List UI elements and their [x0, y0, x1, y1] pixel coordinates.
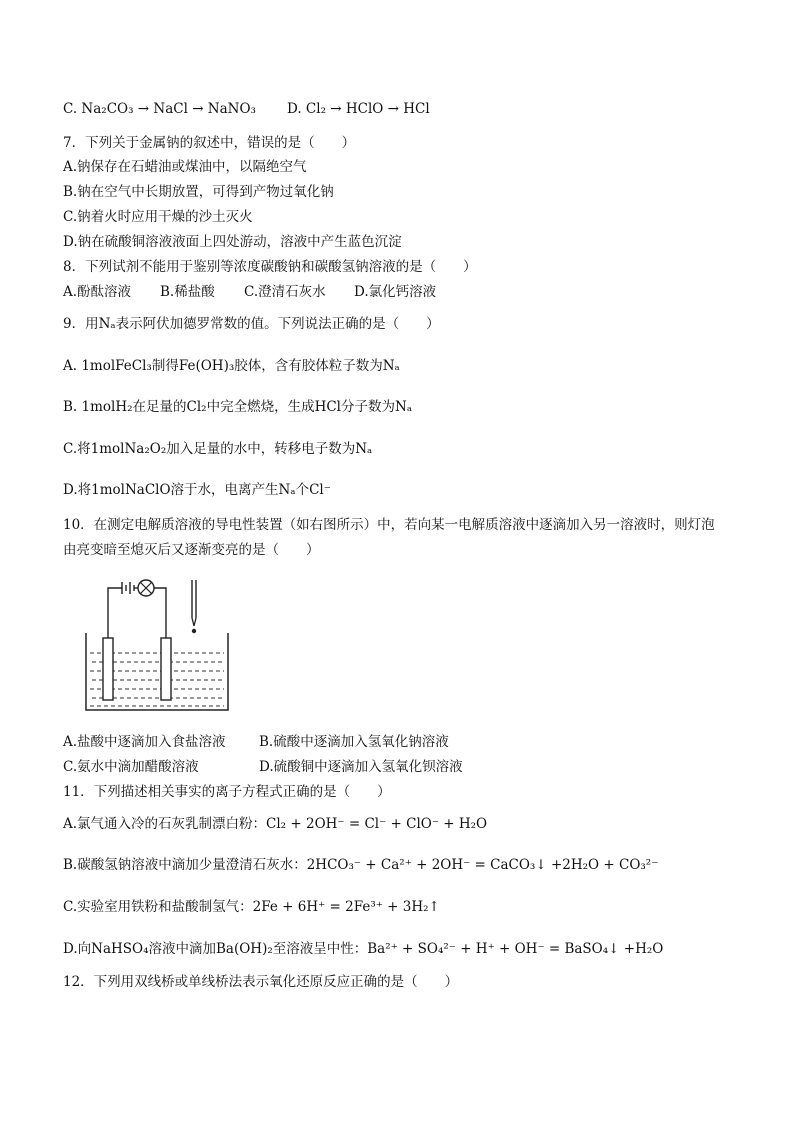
electrode-left: [103, 638, 113, 700]
q8-option-a: A.酚酞溶液: [63, 284, 132, 300]
q10-stem-line1: 10．在测定电解质溶液的导电性装置（如右图所示）中，若向某一电解质溶液中逐滴加入另一溶液时，则灯泡: [63, 517, 715, 533]
q9-option-b: B. 1molH₂在足量的Cl₂中完全燃烧，生成HCl分子数为Nₐ: [63, 399, 413, 415]
q7-option-b: B.钠在空气中长期放置，可得到产物过氧化钠: [63, 184, 334, 200]
q7-option-c: C.钠着火时应用干燥的沙土灭火: [63, 209, 253, 225]
electrode-right: [161, 638, 171, 700]
q9-stem: 9．用Nₐ表示阿伏加德罗常数的值。下列说法正确的是（ ）: [63, 316, 440, 332]
q8-option-c: C.澄清石灰水: [244, 284, 326, 300]
q11-option-b: B.碳酸氢钠溶液中滴加少量澄清石灰水：2HCO₃⁻ + Ca²⁺ + 2OH⁻ = CaCO₃↓ +2H₂O + CO₃²⁻: [63, 857, 659, 873]
q10-option-b: B.硫酸中逐滴加入氢氧化钠溶液: [259, 734, 449, 750]
q7-option-d: D.钠在硫酸铜溶液液面上四处游动，溶液中产生蓝色沉淀: [63, 234, 402, 250]
q8-option-b: B.稀盐酸: [160, 284, 215, 300]
circuit-wire-right: [154, 588, 166, 638]
q7-option-a: A.钠保存在石蜡油或煤油中，以隔绝空气: [63, 159, 307, 175]
q10-option-d: D.硫酸铜中逐滴加入氢氧化钡溶液: [259, 759, 463, 775]
q12-stem: 12．下列用双线桥或单线桥法表示氧化还原反应正确的是（ ）: [63, 974, 459, 990]
q11-option-a: A.氯气通入冷的石灰乳制漂白粉：Cl₂ + 2OH⁻ = Cl⁻ + ClO⁻ + H₂O: [63, 816, 488, 832]
bulb-icon: [138, 580, 154, 596]
q9-option-d: D.将1molNaClO溶于水，电离产生Nₐ个Cl⁻: [63, 482, 331, 498]
q9-option-a: A. 1molFeCl₃制得Fe(OH)₃胶体，含有胶体粒子数为Nₐ: [63, 358, 400, 374]
q7-stem: 7．下列关于金属钠的叙述中，错误的是（ ）: [63, 135, 356, 151]
q8-option-d: D.氯化钙溶液: [354, 284, 437, 300]
q6-option-c: C. Na₂CO₃ → NaCl → NaNO₃: [63, 101, 256, 117]
q8-stem: 8．下列试剂不能用于鉴别等浓度碳酸钠和碳酸氢钠溶液的是（ ）: [63, 259, 477, 275]
q9-option-c: C.将1molNa₂O₂加入足量的水中，转移电子数为Nₐ: [63, 441, 373, 457]
q10-stem-line2: 由亮变暗至熄灭后又逐渐变亮的是（ ）: [63, 542, 320, 558]
q11-option-c: C.实验室用铁粉和盐酸制氢气：2Fe + 6H⁺ = 2Fe³⁺ + 3H₂↑: [63, 899, 440, 915]
q11-option-d: D.向NaHSO₄溶液中滴加Ba(OH)₂至溶液呈中性：Ba²⁺ + SO₄²⁻ + H⁺ + OH⁻ = BaSO₄↓ +H₂O: [63, 941, 664, 957]
q10-option-c: C.氨水中滴加醋酸溶液: [63, 759, 199, 775]
q10-option-a: A.盐酸中逐滴加入食盐溶液: [63, 734, 226, 750]
q11-stem: 11．下列描述相关事实的离子方程式正确的是（ ）: [63, 784, 391, 800]
battery-icon: [122, 582, 134, 594]
conductivity-apparatus-figure: [78, 578, 240, 720]
dropper-icon: [192, 580, 196, 633]
q6-option-d: D. Cl₂ → HClO → HCl: [287, 101, 430, 117]
circuit-wire-left: [108, 588, 122, 638]
